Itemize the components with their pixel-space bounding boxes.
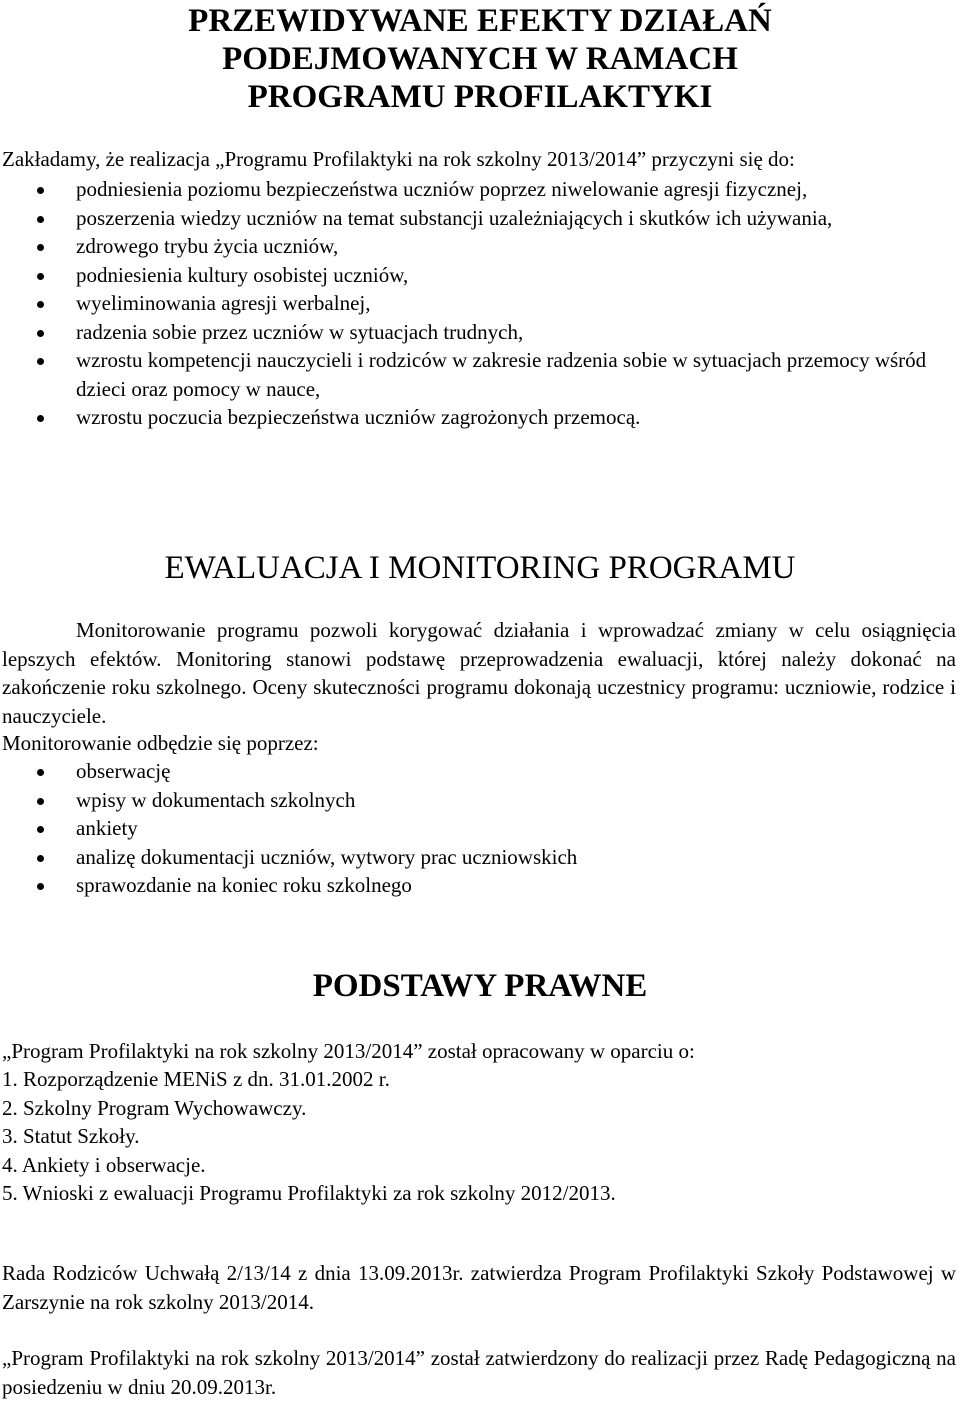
monitoring-list <box>0 757 940 900</box>
bullet-icon <box>37 216 44 223</box>
legal-intro: „Program Profilaktyki na rok szkolny 2013/2014” został opracowany w oparciu o: <box>2 1039 695 1063</box>
bullet-icon <box>37 187 44 194</box>
list-item: analizę dokumentacji uczniów, wytwory prac uczniowskich <box>0 843 940 872</box>
legal-list <box>2 1065 616 1208</box>
list-item: wpisy w dokumentach szkolnych <box>0 786 940 815</box>
monitoring-intro: Monitorowanie odbędzie się poprzez: <box>2 731 319 755</box>
bullet-icon <box>37 798 44 805</box>
title-line-2: PODEJMOWANYCH W RAMACH <box>222 41 738 77</box>
title-line-1: PRZEWIDYWANE EFEKTY DZIAŁAŃ <box>188 3 772 39</box>
effects-intro: Zakładamy, że realizacja „Programu Profilaktyki na rok szkolny 2013/2014” przyczyni się do: <box>2 147 795 171</box>
evaluation-heading: EWALUACJA I MONITORING PROGRAMU <box>164 550 796 586</box>
bullet-icon <box>37 330 44 337</box>
list-item: radzenia sobie przez uczniów w sytuacjach trudnych, <box>0 318 940 347</box>
approval-paragraph: „Program Profilaktyki na rok szkolny 2013/2014” został zatwierdzony do realizacji przez Radę Pedagogiczną na posiedzeniu w dniu 20.09.2013r. <box>2 1346 956 1399</box>
bullet-icon <box>37 769 44 776</box>
list-item: 1. Rozporządzenie MENiS z dn. 31.01.2002 r. <box>2 1067 390 1091</box>
bullet-icon <box>37 301 44 308</box>
bullet-icon <box>37 244 44 251</box>
list-item: wzrostu kompetencji nauczycieli i rodziców w zakresie radzenia sobie w sytuacjach przemocy wśród dzieci oraz pomocy w nauce, <box>0 346 940 403</box>
effects-list <box>0 175 940 432</box>
legal-heading: PODSTAWY PRAWNE <box>312 968 648 1004</box>
list-item: 2. Szkolny Program Wychowawczy. <box>2 1095 307 1120</box>
list-item: sprawozdanie na koniec roku szkolnego <box>0 871 940 900</box>
list-item: obserwację <box>0 757 940 786</box>
list-item: 5. Wnioski z ewaluacji Programu Profilaktyki za rok szkolny 2012/2013. <box>2 1181 616 1205</box>
list-item: zdrowego trybu życia uczniów, <box>0 232 940 261</box>
list-item: podniesienia poziomu bezpieczeństwa uczniów poprzez niwelowanie agresji fizycznej, <box>0 175 940 204</box>
list-item: poszerzenia wiedzy uczniów na temat substancji uzależniających i skutków ich używania, <box>0 204 940 233</box>
list-item: wyeliminowania agresji werbalnej, <box>0 289 940 318</box>
bullet-icon <box>37 883 44 890</box>
list-item: 3. Statut Szkoły. <box>2 1124 140 1148</box>
bullet-icon <box>37 358 44 365</box>
bullet-icon <box>37 273 44 280</box>
resolution-paragraph: Rada Rodziców Uchwałą 2/13/14 z dnia 13.09.2013r. zatwierdza Program Profilaktyki Szkoły Podstawowej w Zarszynie na rok szkolny 2013/2014. <box>2 1261 956 1314</box>
bullet-icon <box>37 826 44 833</box>
evaluation-paragraph: Monitorowanie programu pozwoli korygować działania i wprowadzać zmiany w celu osiągnięcia lepszych efektów. Monitoring stanowi podstawę przeprowadzenia ewaluacji, której należy dokonać na zakończenie roku szkolnego. Oceny skuteczności programu dokonają uczestnicy programu: uczniowie, rodzice i nauczyciele. <box>2 618 956 728</box>
bullet-icon <box>37 855 44 862</box>
list-item: 4. Ankiety i obserwacje. <box>2 1152 206 1177</box>
bullet-icon <box>37 415 44 422</box>
list-item: ankiety <box>0 814 940 843</box>
title-line-3: PROGRAMU PROFILAKTYKI <box>247 79 713 115</box>
list-item: podniesienia kultury osobistej uczniów, <box>0 261 940 290</box>
list-item: wzrostu poczucia bezpieczeństwa uczniów zagrożonych przemocą. <box>0 403 940 432</box>
page-title <box>0 2 960 116</box>
